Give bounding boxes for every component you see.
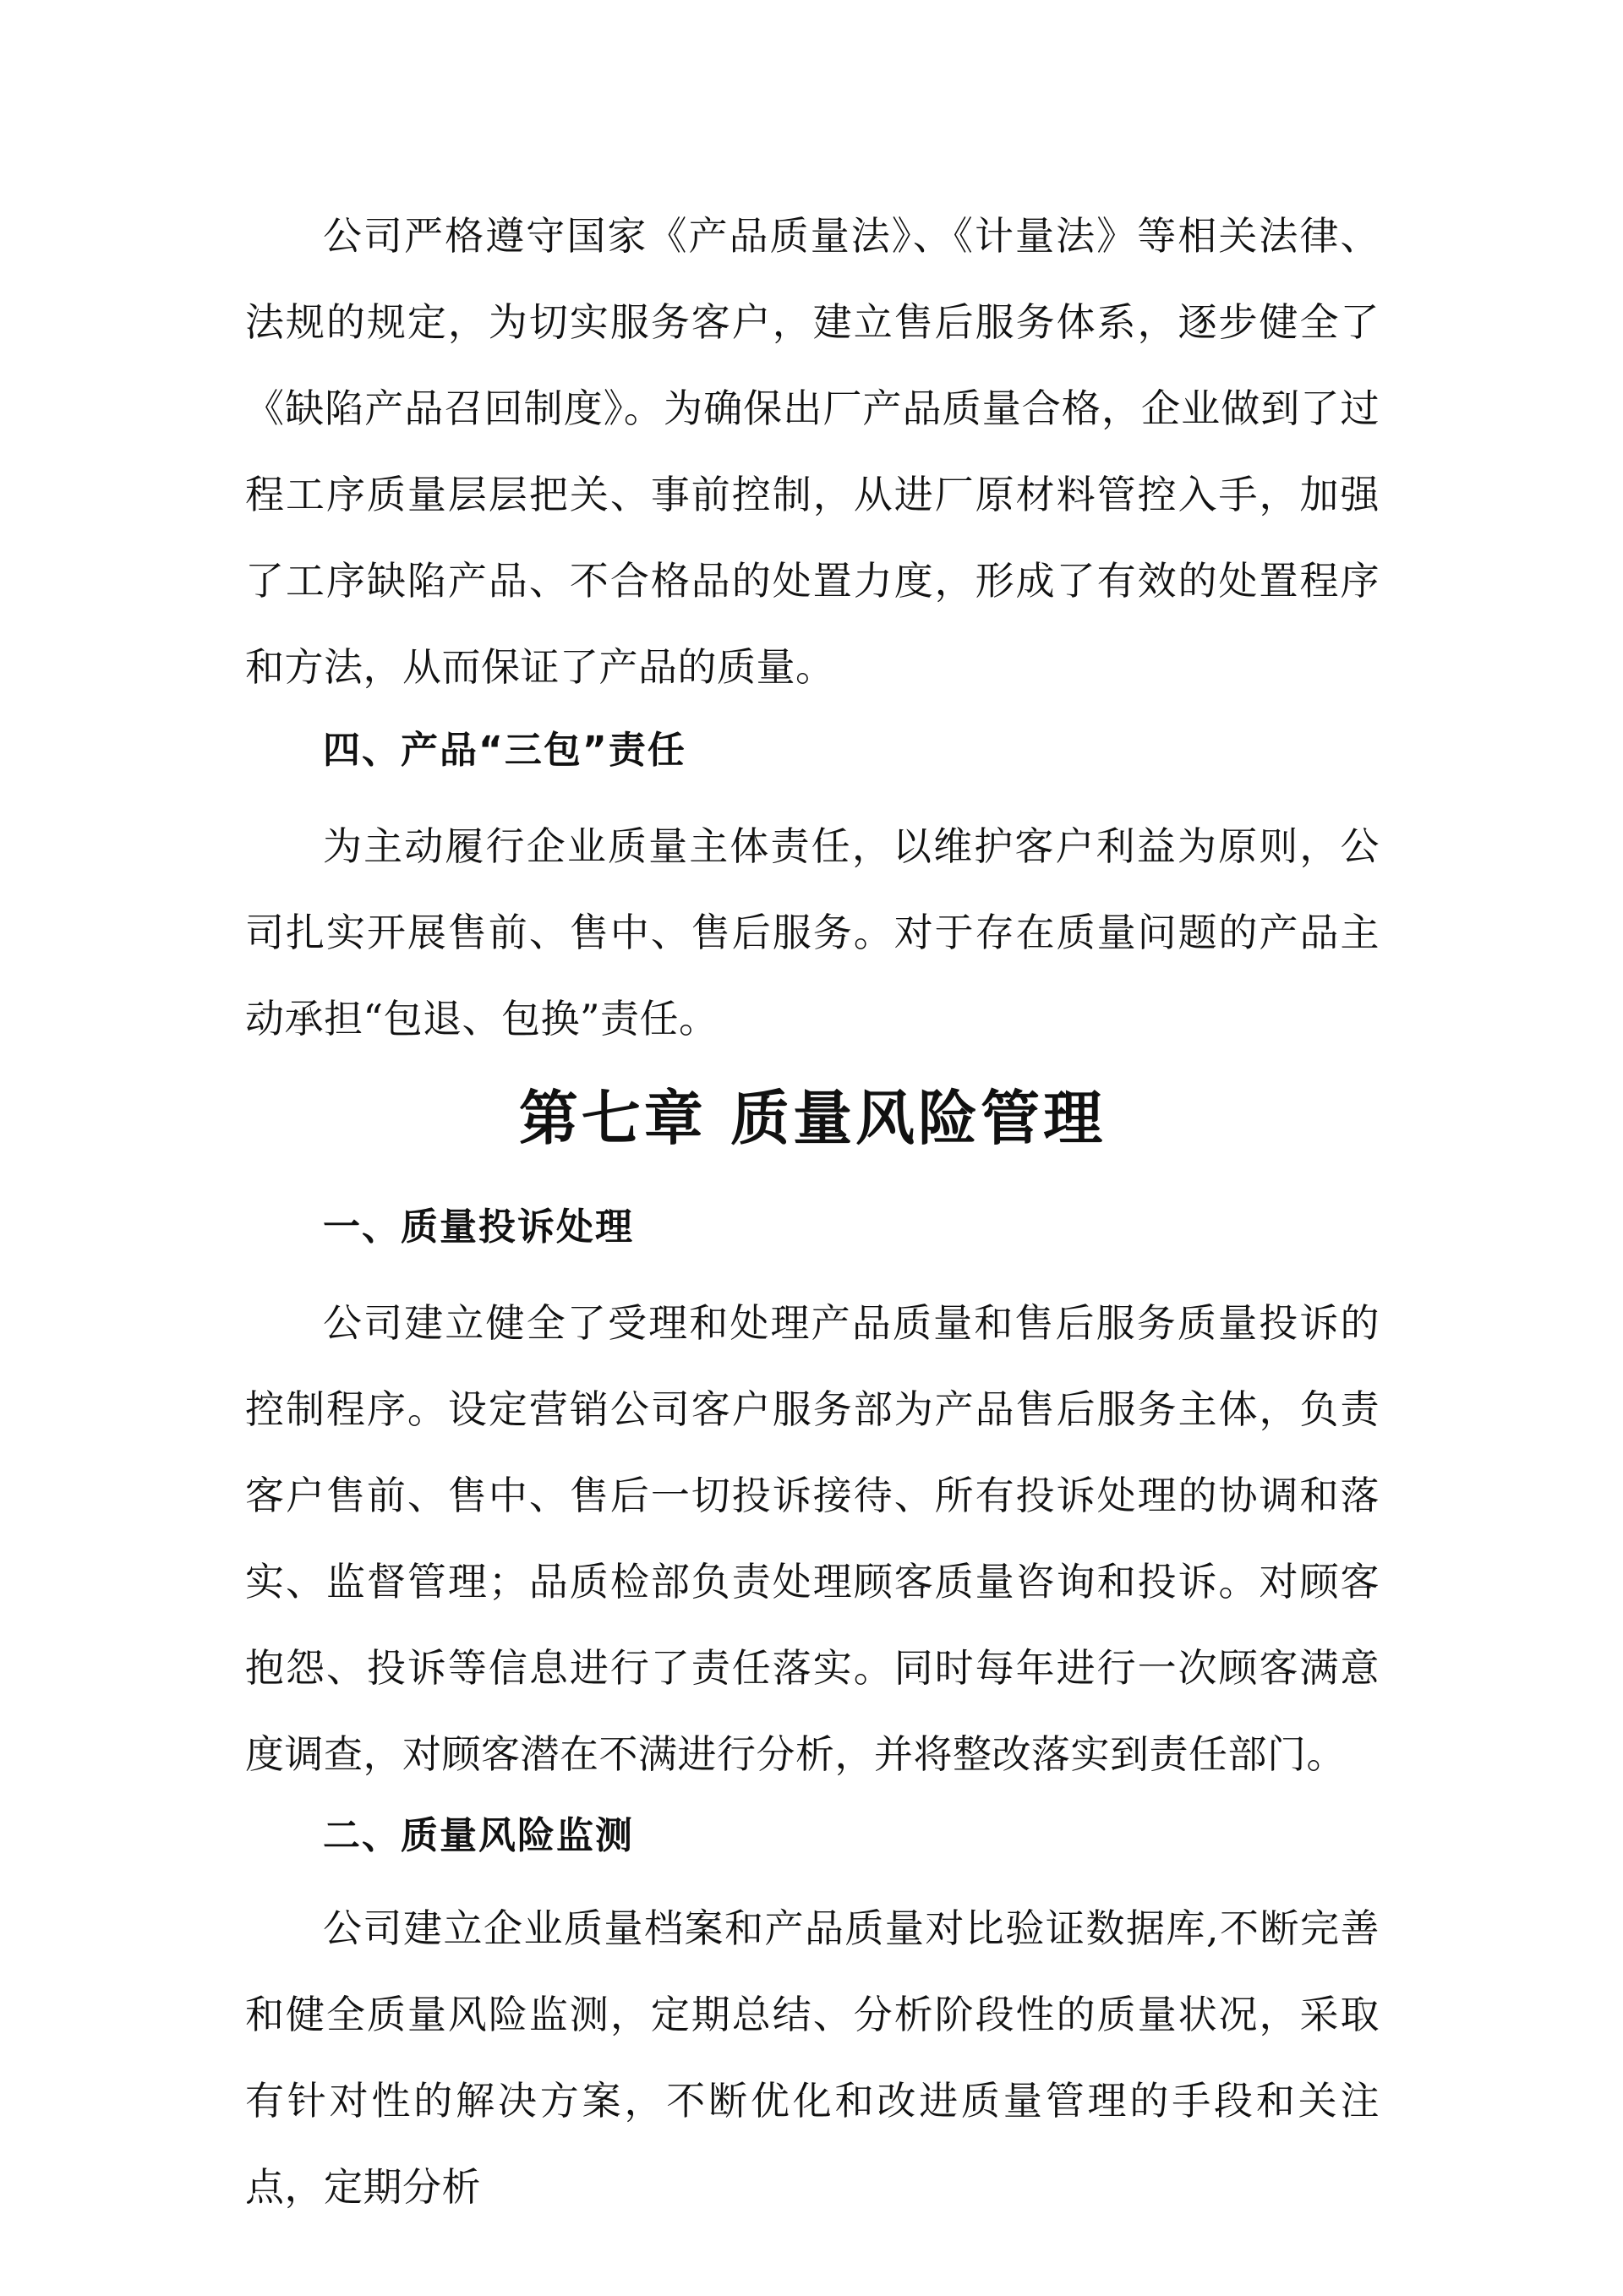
paragraph-risk-monitoring: 公司建立企业质量档案和产品质量对比验证数据库,不断完善和健全质量风险监测，定期总结、分析阶段性的质量状况，采取有针对性的解决方案，不断优化和改进质量管理的手段和关注点，定期分析 [245, 1905, 1380, 2210]
section-heading-risk-monitoring: 二、质量风险监测 [323, 1814, 634, 1857]
paragraph-quality-law-compliance: 公司严格遵守国家《产品质量法》、《计量法》等相关法律、法规的规定，为切实服务客户，建立售后服务体系，逐步健全了《缺陷产品召回制度》。为确保出厂产品质量合格，企业做到了过程工序质量层层把关、事前控制，从进厂原材料管控入手，加强了工序缺陷产品、不合格品的处置力度，形成了有效的处置程序和方法，从而保证了产品的质量。 [245, 213, 1380, 690]
section-heading-complaint-handling: 一、质量投诉处理 [323, 1205, 634, 1249]
paragraph-three-guarantees: 为主动履行企业质量主体责任，以维护客户利益为原则，公司扎实开展售前、售中、售后服务。对于存在质量问题的产品主动承担“包退、包换”责任。 [245, 823, 1380, 1041]
chapter-title: 第七章 质量风险管理 [518, 1084, 1107, 1153]
section-heading-three-guarantees: 四、产品“三包”责任 [323, 729, 686, 772]
paragraph-complaint-handling: 公司建立健全了受理和处理产品质量和售后服务质量投诉的控制程序。设定营销公司客户服务部为产品售后服务主体，负责客户售前、售中、售后一切投诉接待、所有投诉处理的协调和落实、监督管理；品质检部负责处理顾客质量咨询和投诉。对顾客抱怨、投诉等信息进行了责任落实。同时每年进行一次顾客满意度调查，对顾客潜在不满进行分析，并将整改落实到责任部门。 [245, 1300, 1380, 1777]
